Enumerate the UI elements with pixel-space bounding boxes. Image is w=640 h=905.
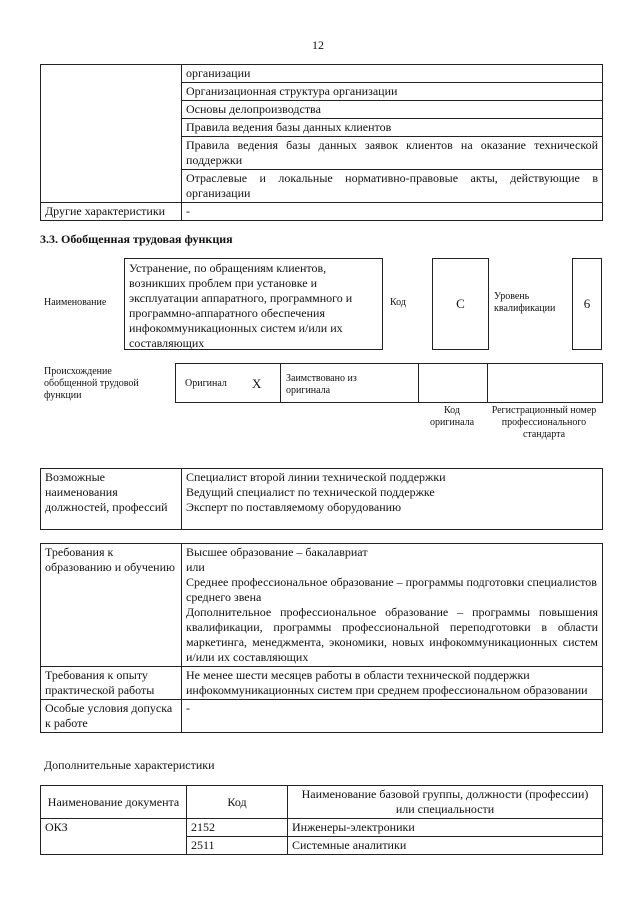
education-requirements [182, 544, 603, 667]
borrowed-label: Заимствовано из оригинала [286, 373, 357, 396]
divider [418, 364, 419, 402]
position-item: Специалист второй линии технической поддержки [186, 470, 446, 484]
table-row [41, 819, 603, 837]
experience-label: Требования к опыту практической работы [41, 667, 182, 700]
education-line: Среднее профессиональное образование – программы подготовки специалистов среднего звена [186, 575, 597, 604]
other-characteristics-value: - [182, 203, 603, 221]
code-cell: 2152 [187, 819, 288, 837]
positions-label: Возможные наименования должностей, профессий [41, 469, 182, 530]
origin-label: Происхождение обобщенной трудовой функции [44, 366, 139, 401]
code-value: C [456, 296, 465, 311]
reg-number-caption: Регистрационный номер профессионального стандарта [491, 405, 597, 440]
table-row [41, 667, 603, 700]
special-conditions-value: - [182, 700, 603, 733]
education-label: Требования к образованию и обучению [41, 544, 182, 667]
table-row [41, 65, 603, 83]
header-name: Наименование базовой группы, должности (профессии) или специальности [288, 786, 603, 819]
code-label: Код [390, 297, 406, 308]
original-mark: X [252, 376, 262, 391]
position-item: Ведущий специалист по технической поддержке [186, 485, 435, 499]
education-line: Дополнительное профессиональное образование – программы повышения квалификации, программы профессиональной переподготовки в области маркетинга, менеджмента, экономики, новых инфокоммуникационных систем и/или их составляющих [186, 605, 598, 664]
table-cell-empty [41, 65, 182, 203]
level-value: 6 [583, 296, 591, 311]
table-row [41, 700, 603, 733]
code-original-caption: Код оригинала [429, 405, 475, 428]
knowledge-item: Правила ведения базы данных заявок клиентов на оказание технической поддержки [182, 137, 603, 170]
function-name-text: Устранение, по обращениям клиентов, возникших проблем при установке и эксплуатации аппаратного, программного и программно-аппаратного обеспечения инфокоммуникационных систем и/или их составляющих [129, 261, 353, 350]
original-label: Оригинал [185, 378, 227, 389]
education-line: или [186, 560, 205, 574]
knowledge-item: Организационная структура организации [182, 83, 603, 101]
knowledge-item: Отраслевые и локальные нормативно-правовые акты, действующие в организации [182, 170, 603, 203]
name-cell: Системные аналитики [288, 837, 603, 855]
additional-table [40, 785, 603, 855]
knowledge-item: Правила ведения базы данных клиентов [182, 119, 603, 137]
code-box [432, 258, 489, 350]
table-row [41, 203, 603, 221]
header-code: Код [187, 786, 288, 819]
position-item: Эксперт по поставляемому оборудованию [186, 500, 402, 514]
special-conditions-label: Особые условия допуска к работе [41, 700, 182, 733]
knowledge-table [40, 64, 603, 221]
header-document: Наименование документа [41, 786, 187, 819]
requirements-table [40, 543, 603, 733]
code-cell: 2511 [187, 837, 288, 855]
function-name-box [124, 258, 383, 350]
education-line: Высшее образование – бакалавриат [186, 545, 368, 559]
section-title: 3.3. Обобщенная трудовая функция [40, 232, 233, 246]
name-cell: Инженеры-электроники [288, 819, 603, 837]
knowledge-item: организации [182, 65, 603, 83]
name-label: Наименование [44, 297, 107, 308]
origin-box [175, 363, 603, 403]
knowledge-item: Основы делопроизводства [182, 101, 603, 119]
page-number: 12 [312, 38, 324, 52]
additional-title: Дополнительные характеристики [44, 758, 215, 772]
level-label: Уровень квалификации [494, 291, 556, 314]
table-row [41, 544, 603, 667]
table-row [41, 469, 603, 530]
table-header-row [41, 786, 603, 819]
other-characteristics-label: Другие характеристики [41, 203, 182, 221]
divider [280, 364, 281, 402]
doc-cell: ОКЗ [41, 819, 187, 855]
divider [487, 364, 488, 402]
positions-list [182, 469, 603, 530]
level-box [572, 258, 602, 350]
experience-requirements: Не менее шести месяцев работы в области технической поддержки инфокоммуникационных систем при среднем профессиональном образовании [182, 667, 603, 700]
positions-table [40, 468, 603, 530]
